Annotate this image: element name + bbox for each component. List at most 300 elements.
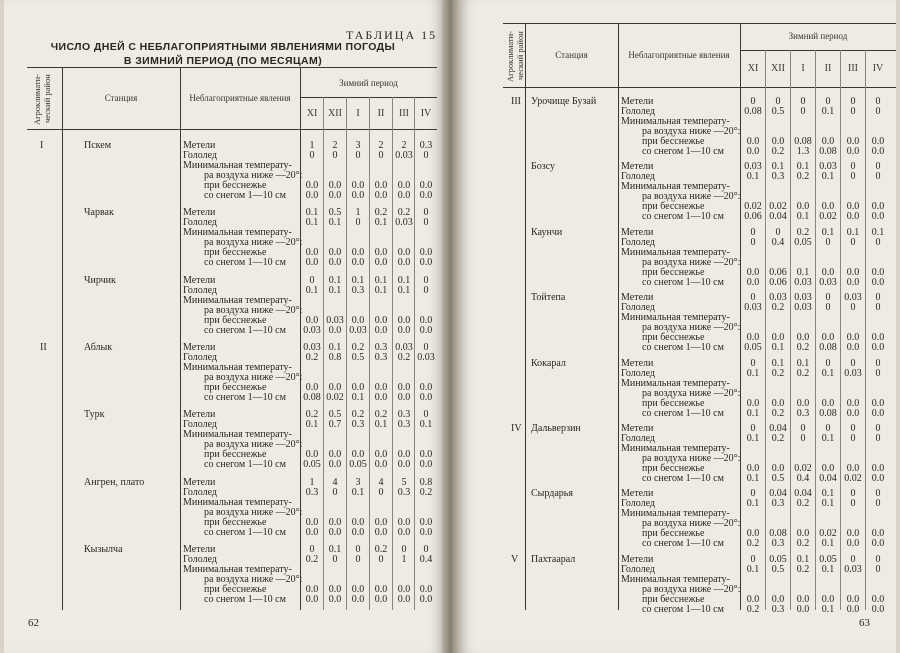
station-name: Каунчи: [531, 226, 563, 238]
month-rule: [346, 97, 347, 610]
table-cell: 0.0: [305, 247, 319, 259]
table-cell: 0.0: [351, 314, 365, 326]
table-cell: 0.0: [821, 266, 835, 278]
table-cell: 0.0: [419, 459, 433, 471]
table-cell: 0: [825, 302, 831, 314]
table-cell: 0.0: [397, 257, 411, 269]
table-cell: 0.0: [821, 332, 835, 344]
table-cell: 0.1: [821, 367, 835, 379]
phenomenon-label: при бесснежье: [642, 136, 705, 147]
table-cell: 0.1: [796, 357, 810, 369]
table-cell: 0.1: [328, 217, 342, 229]
table-cell: 0.0: [305, 180, 319, 191]
table-cell: 0.1: [746, 407, 760, 419]
table-cell: 0.0: [374, 324, 388, 336]
phenomenon-label: Метели: [621, 292, 654, 304]
header-top-rule: [27, 67, 437, 68]
table-cell: 0.0: [351, 516, 365, 528]
table-cell: 0.0: [796, 397, 810, 409]
table-cell: 0.0: [871, 211, 885, 223]
table-cell: 0.0: [771, 397, 785, 409]
phenomenon-label: Минимальная температу-: [183, 429, 292, 441]
table-cell: 0.1: [305, 217, 319, 229]
table-cell: 0.08: [819, 407, 837, 419]
table-cell: 0: [825, 357, 831, 369]
table-cell: 0: [423, 274, 429, 286]
table-cell: 0.04: [769, 211, 787, 223]
table-cell: 0.2: [374, 543, 388, 555]
table-cell: 0.08: [819, 342, 837, 354]
table-cell: 0.2: [796, 538, 810, 550]
table-cell: 0.1: [419, 419, 433, 431]
table-cell: 0.1: [821, 498, 835, 510]
phenomenon-label: при бесснежье: [204, 516, 267, 528]
phenomenon-label: со снегом 1—10 см: [642, 276, 724, 288]
table-cell: 0.4: [419, 553, 433, 565]
table-cell: 0.0: [328, 190, 342, 201]
winter-period-header: Зимний период: [788, 31, 848, 41]
table-cell: 0.0: [328, 381, 342, 393]
phenomenon-label: Гололед: [183, 217, 218, 229]
table-cell: 3: [355, 476, 361, 488]
table-cell: 0.1: [821, 226, 835, 238]
phenomenon-label: Минимальная температу-: [621, 312, 730, 324]
table-cell: 0.0: [846, 342, 860, 354]
phenomenon-label: при бесснежье: [642, 528, 705, 540]
table-cell: 0.0: [871, 463, 885, 474]
table-cell: 0.1: [397, 274, 411, 286]
table-cell: 1.3: [796, 146, 810, 157]
phenomenon-label: Метели: [621, 226, 654, 238]
table-cell: 0.0: [746, 397, 760, 409]
station-name: Урочище Бузай: [531, 96, 597, 107]
table-cell: 0: [423, 341, 429, 353]
phenomenon-label: Гололед: [621, 171, 656, 183]
table-cell: 0: [401, 543, 407, 555]
phenomenon-label: со снегом 1—10 см: [642, 407, 724, 419]
phenomenon-label: ра воздуха ниже —20°:: [204, 170, 303, 181]
phenomenon-label: Гололед: [621, 433, 656, 444]
table-cell: 0.3: [374, 351, 388, 363]
station-column-rule: [618, 23, 619, 610]
phenomenon-label: со снегом 1—10 см: [204, 593, 286, 605]
table-cell: 0: [423, 284, 429, 296]
table-cell: 0.2: [305, 351, 319, 363]
phenomenon-label: Минимальная температу-: [621, 377, 730, 389]
table-cell: 0.0: [351, 381, 365, 393]
phenomenon-label: ра воздуха ниже —20°:: [642, 387, 741, 399]
table-cell: 0.2: [771, 433, 785, 444]
table-cell: 0.1: [328, 284, 342, 296]
table-cell: 0.1: [374, 217, 388, 229]
table-cell: 0.0: [374, 190, 388, 201]
table-cell: 0.02: [819, 211, 837, 223]
table-cell: 0.0: [796, 528, 810, 540]
table-cell: 2: [332, 140, 338, 151]
table-cell: 0: [775, 226, 781, 238]
phenomenon-label: при бесснежье: [642, 332, 705, 344]
table-cell: 0.1: [796, 161, 810, 173]
table-cell: 0.5: [328, 207, 342, 219]
table-cell: 0: [875, 433, 881, 444]
table-cell: 0.0: [746, 266, 760, 278]
table-cell: 0.0: [328, 526, 342, 538]
table-cell: 0: [850, 171, 856, 183]
table-cell: 0.08: [303, 391, 321, 403]
table-cell: 0.1: [871, 226, 885, 238]
months-rule: [740, 50, 896, 51]
phenomenon-label: при бесснежье: [204, 180, 267, 191]
table-cell: 0.03: [794, 276, 812, 288]
phenomena-header: Неблагоприятные явления: [189, 93, 291, 103]
table-cell: 0.0: [374, 459, 388, 471]
table-cell: 0.1: [771, 342, 785, 354]
table-cell: 0: [850, 96, 856, 107]
table-cell: 0.0: [871, 528, 885, 540]
table-cell: 0.08: [794, 136, 812, 147]
table-cell: 0.2: [305, 553, 319, 565]
table-cell: 0: [423, 409, 429, 421]
phenomenon-label: при бесснежье: [642, 266, 705, 278]
table-cell: 0: [850, 498, 856, 510]
table-cell: 0.0: [846, 276, 860, 288]
table-cell: 0.0: [351, 526, 365, 538]
month-rule: [765, 50, 766, 610]
phenomenon-label: со снегом 1—10 см: [204, 257, 286, 269]
table-cell: 0.0: [374, 449, 388, 461]
table-cell: 0: [850, 488, 856, 500]
table-cell: 0.0: [846, 593, 860, 605]
table-cell: 0.2: [397, 351, 411, 363]
phenomenon-label: при бесснежье: [642, 397, 705, 409]
table-cell: 0.0: [846, 332, 860, 344]
header-bottom-rule: [27, 129, 437, 130]
table-cell: 0.0: [351, 190, 365, 201]
phenomenon-label: Гололед: [621, 563, 656, 575]
table-cell: 0.03: [395, 150, 413, 161]
station-name: Кокарал: [531, 357, 566, 369]
region-header: Агроклимати- ческий район: [505, 30, 525, 82]
table-cell: 0: [423, 207, 429, 219]
month-header: XII: [328, 108, 342, 119]
table-cell: 0.3: [351, 419, 365, 431]
phenomenon-label: Гололед: [183, 419, 218, 431]
phenomenon-label: Гололед: [621, 236, 656, 248]
phenomenon-label: при бесснежье: [642, 201, 705, 213]
table-cell: 0.0: [821, 201, 835, 213]
table-cell: 0: [355, 217, 361, 229]
table-cell: 0.0: [419, 583, 433, 595]
phenomenon-label: Минимальная температу-: [183, 361, 292, 373]
table-cell: 0: [875, 236, 881, 248]
phenomenon-label: при бесснежье: [204, 449, 267, 461]
table-cell: 0.0: [419, 324, 433, 336]
table-cell: 0.4: [771, 236, 785, 248]
table-cell: 0.1: [746, 433, 760, 444]
table-cell: 0.0: [846, 397, 860, 409]
table-cell: 4: [332, 476, 338, 488]
table-cell: 1: [309, 476, 315, 488]
table-cell: 0.0: [305, 381, 319, 393]
month-rule: [369, 97, 370, 610]
table-cell: 0.0: [397, 247, 411, 259]
phenomenon-label: со снегом 1—10 см: [204, 324, 286, 336]
table-cell: 0.0: [305, 257, 319, 269]
table-cell: 0.2: [351, 341, 365, 353]
table-cell: 0: [423, 150, 429, 161]
table-cell: 0.02: [844, 473, 862, 484]
table-cell: 0.02: [744, 201, 762, 213]
phenomenon-label: при бесснежье: [642, 593, 705, 605]
table-cell: 0.1: [821, 488, 835, 500]
station-name: Чирчик: [84, 274, 116, 286]
month-rule: [815, 50, 816, 610]
table-cell: 0.03: [303, 324, 321, 336]
table-cell: 0.0: [746, 146, 760, 157]
phenomenon-label: Гололед: [621, 106, 656, 117]
table-cell: 0.0: [374, 593, 388, 605]
phenomenon-label: ра воздуха ниже —20°:: [642, 126, 741, 137]
phenomenon-label: Метели: [621, 553, 654, 565]
table-cell: 0.2: [796, 498, 810, 510]
table-cell: 0.5: [351, 351, 365, 363]
table-cell: 0.2: [746, 603, 760, 615]
month-rule: [840, 50, 841, 610]
table-cell: 0.0: [328, 180, 342, 191]
table-cell: 0.2: [771, 302, 785, 314]
table-cell: 0: [332, 486, 338, 498]
table-cell: 0.0: [846, 211, 860, 223]
table-cell: 0: [750, 488, 756, 500]
table-cell: 0.2: [796, 171, 810, 183]
table-cell: 0.3: [771, 603, 785, 615]
table-cell: 0.0: [771, 593, 785, 605]
table-cell: 0.0: [846, 407, 860, 419]
table-cell: 0: [875, 96, 881, 107]
table-cell: 0: [355, 543, 361, 555]
table-cell: 0.05: [303, 459, 321, 471]
table-cell: 0: [850, 161, 856, 173]
table-cell: 0.1: [821, 171, 835, 183]
station-name: Пскем: [84, 140, 112, 151]
table-cell: 0.1: [821, 538, 835, 550]
table-cell: 0.0: [871, 603, 885, 615]
table-cell: 0.0: [871, 397, 885, 409]
table-cell: 0.1: [305, 419, 319, 431]
table-cell: 0.3: [374, 341, 388, 353]
table-cell: 0.0: [846, 538, 860, 550]
month-header: I: [801, 63, 805, 74]
table-cell: 0.1: [821, 433, 835, 444]
table-cell: 0.3: [796, 407, 810, 419]
station-name: Тойтепа: [531, 292, 566, 304]
table-cell: 0.3: [771, 171, 785, 183]
table-cell: 0.08: [744, 106, 762, 117]
month-header: IV: [420, 108, 432, 119]
table-cell: 0.06: [744, 211, 762, 223]
table-cell: 0: [775, 96, 781, 107]
table-cell: 0.0: [305, 593, 319, 605]
table-cell: 0: [850, 106, 856, 117]
phenomenon-label: ра воздуха ниже —20°:: [204, 573, 303, 585]
phenomenon-label: Метели: [183, 140, 216, 151]
phenomenon-label: со снегом 1—10 см: [642, 146, 724, 157]
station-name: Дальверзин: [531, 423, 581, 434]
table-cell: 0.0: [328, 324, 342, 336]
table-cell: 0.1: [821, 106, 835, 117]
table-cell: 3: [355, 140, 361, 151]
table-cell: 0.05: [769, 553, 787, 565]
month-rule: [323, 97, 324, 610]
table-cell: 0.04: [769, 488, 787, 500]
table-cell: 0: [332, 553, 338, 565]
table-cell: 0.1: [397, 284, 411, 296]
phenomenon-label: Метели: [183, 274, 216, 286]
phenomenon-label: при бесснежье: [204, 381, 267, 393]
station-header: Станция: [104, 93, 138, 103]
phenomenon-label: Минимальная температу-: [621, 246, 730, 258]
table-cell: 0.0: [419, 391, 433, 403]
phenomenon-label: Метели: [183, 409, 216, 421]
table-cell: 0.04: [769, 423, 787, 434]
table-cell: 0: [850, 302, 856, 314]
table-cell: 0: [355, 553, 361, 565]
table-cell: 0.0: [796, 201, 810, 213]
table-cell: 0.1: [821, 563, 835, 575]
table-cell: 0.0: [871, 538, 885, 550]
station-name: Сырдарья: [531, 488, 573, 500]
table-cell: 0: [825, 96, 831, 107]
table-cell: 0.0: [397, 391, 411, 403]
table-cell: 0.08: [769, 528, 787, 540]
table-cell: 0: [309, 543, 315, 555]
table-cell: 0.2: [771, 367, 785, 379]
phenomena-column-rule: [300, 67, 301, 610]
table-cell: 0.2: [771, 146, 785, 157]
table-cell: 0.03: [744, 302, 762, 314]
table-cell: 0.0: [846, 463, 860, 474]
table-cell: 0.04: [794, 488, 812, 500]
phenomenon-label: Гололед: [183, 150, 218, 161]
table-cell: 0.3: [397, 409, 411, 421]
phenomenon-label: Метели: [183, 341, 216, 353]
table-cell: 0.03: [395, 341, 413, 353]
region-label: I: [40, 140, 44, 151]
table-cell: 0.5: [771, 563, 785, 575]
phenomenon-label: при бесснежье: [204, 583, 267, 595]
month-rule: [392, 97, 393, 610]
table-cell: 0.0: [397, 449, 411, 461]
table-cell: 0.1: [351, 391, 365, 403]
phenomenon-label: Гололед: [621, 302, 656, 314]
phenomenon-label: Метели: [183, 476, 216, 488]
region-label: III: [511, 96, 521, 107]
table-cell: 0.03: [769, 292, 787, 304]
month-header: III: [848, 63, 858, 74]
table-cell: 0.0: [746, 593, 760, 605]
table-cell: 0.0: [305, 314, 319, 326]
table-cell: 0: [875, 357, 881, 369]
phenomenon-label: Минимальная температу-: [183, 160, 292, 171]
table-cell: 0.0: [871, 136, 885, 147]
table-cell: 0.2: [771, 407, 785, 419]
table-cell: 0.0: [351, 257, 365, 269]
table-cell: 0.0: [374, 391, 388, 403]
phenomenon-label: ра воздуха ниже —20°:: [642, 583, 741, 595]
table-cell: 0.0: [305, 516, 319, 528]
table-cell: 2: [378, 140, 384, 151]
table-cell: 0.05: [819, 553, 837, 565]
phenomenon-label: со снегом 1—10 см: [642, 538, 724, 550]
table-cell: 0: [378, 150, 384, 161]
table-cell: 0.0: [871, 266, 885, 278]
table-cell: 0.0: [374, 583, 388, 595]
table-cell: 0.0: [419, 180, 433, 191]
table-cell: 0: [800, 433, 806, 444]
table-cell: 0: [423, 217, 429, 229]
month-header: II: [377, 108, 385, 119]
table-cell: 0: [875, 553, 881, 565]
table-cell: 0.0: [846, 603, 860, 615]
table-cell: 0.2: [305, 409, 319, 421]
table-cell: 0: [875, 302, 881, 314]
table-cell: 0.0: [821, 593, 835, 605]
table-cell: 0.0: [397, 324, 411, 336]
phenomenon-label: Гололед: [183, 553, 218, 565]
table-cell: 0.1: [846, 226, 860, 238]
table-cell: 4: [378, 476, 384, 488]
phenomenon-label: со снегом 1—10 см: [642, 473, 724, 484]
table-cell: 0.0: [328, 247, 342, 259]
table-cell: 0.2: [746, 538, 760, 550]
table-cell: 0.03: [417, 351, 435, 363]
table-cell: 0: [355, 150, 361, 161]
table-cell: 0.0: [305, 190, 319, 201]
table-cell: 0.0: [871, 407, 885, 419]
table-cell: 0: [875, 106, 881, 117]
table-cell: 0.2: [796, 563, 810, 575]
table-cell: 0.1: [796, 211, 810, 223]
phenomenon-label: Минимальная температу-: [183, 294, 292, 306]
phenomenon-label: со снегом 1—10 см: [204, 459, 286, 471]
phenomenon-label: со снегом 1—10 см: [204, 190, 286, 201]
table-cell: 0: [750, 96, 756, 107]
phenomenon-label: Гололед: [621, 367, 656, 379]
table-cell: 0.1: [374, 419, 388, 431]
table-cell: 0.05: [349, 459, 367, 471]
phenomenon-label: Гололед: [621, 498, 656, 510]
table-cell: 0.7: [328, 419, 342, 431]
header-bottom-rule: [503, 87, 896, 88]
station-name: Пахтаарал: [531, 553, 576, 565]
table-cell: 0.0: [419, 190, 433, 201]
table-cell: 0.0: [397, 593, 411, 605]
table-cell: 0.0: [771, 332, 785, 344]
book-gutter: [442, 0, 461, 653]
table-cell: 0.0: [397, 314, 411, 326]
table-cell: 0.5: [771, 106, 785, 117]
table-cell: 0.3: [351, 284, 365, 296]
table-cell: 0.0: [351, 449, 365, 461]
table-cell: 0.0: [419, 381, 433, 393]
table-cell: 0: [750, 236, 756, 248]
table-cell: 0.03: [844, 367, 862, 379]
phenomenon-label: Минимальная температу-: [183, 227, 292, 239]
table-cell: 0.03: [794, 302, 812, 314]
phenomenon-label: ра воздуха ниже —20°:: [204, 304, 303, 316]
phenomenon-label: ра воздуха ниже —20°:: [204, 506, 303, 518]
table-cell: 0.1: [796, 266, 810, 278]
